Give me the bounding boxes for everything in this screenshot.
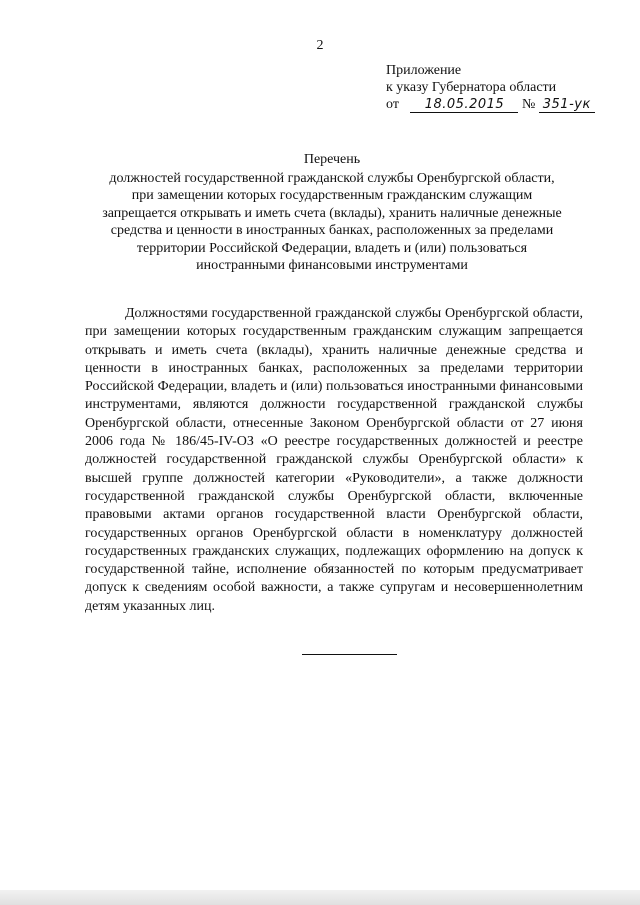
title-line: иностранными финансовыми инструментами [196,258,468,273]
body-paragraph [85,305,583,616]
decree-date-handwritten: 18.05.2015 [410,98,518,113]
title-line: при замещении которых государственным гражданским служащим [131,188,533,203]
scan-bottom-edge [0,890,640,905]
title-heading: Перечень [303,152,361,167]
decree-number-handwritten: 351-ук [539,98,595,113]
body-paragraph-text: Должностями государственной гражданской службы Оренбургской области, при замещении которых государственным гражданским служащим запрещается открывать и иметь счета (вклады), хранить наличные денежные средства и ценности в иностранных банках, расположенных за пределами территории Российской Федерации, владеть и (или) пользоваться иностранными финансовыми инструментами, являются должности государственной гражданской службы Оренбургской области, отнесенные Законом Оренбургской области от 27 июня 2006 года № 186/45-IV-ОЗ «О реестре государственных должностей и реестре должностей государственной гражданской службы Оренбургской области» к высшей группе должностей категории «Руководители», а также должности государственной гражданской службы Оренбургской области, включенные правовыми актами органов государственной власти Оренбургской области, государственных органов Оренбургской области в номенклатуру должностей государственных гражданских служащих, подлежащих оформлению на допуск к государственной тайне, исполнение обязанностей по которым предусматривает допуск к сведениям особой важности, а также супругам и несовершеннолетним детям указанных лиц. [85,306,583,614]
page-number: 2 [316,38,324,53]
title-line: запрещается открывать и иметь счета (вклады), хранить наличные денежные [102,205,562,221]
appendix-block [386,62,626,113]
document-title [60,151,604,275]
appendix-decree-reference: к указу Губернатора области [386,80,557,95]
from-label: от [386,97,399,112]
number-label: № [521,97,536,112]
appendix-title: Приложение [386,63,462,78]
end-divider-line [302,654,397,655]
title-line: территории Российской Федерации, владеть и (или) пользоваться [136,240,528,256]
title-line: средства и ценности в иностранных банках, расположенных за пределами [110,223,554,238]
appendix-date-number-line [386,96,626,113]
title-line: должностей государственной гражданской службы Оренбургской области, [109,170,555,186]
